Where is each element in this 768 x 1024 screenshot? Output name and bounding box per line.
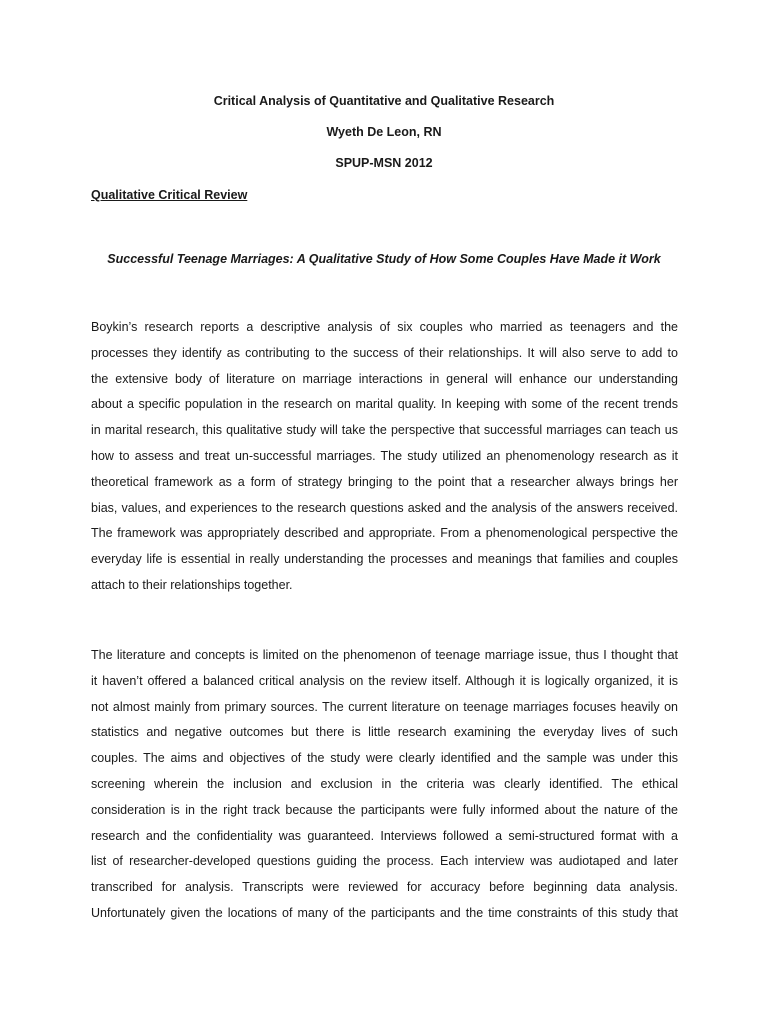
paragraph-line: processes they identify as contributing to the success of their relationships. It will also serve to add to [91, 345, 678, 360]
paragraph-line: attach to their relationships together. [91, 577, 293, 592]
paragraph-line: it haven’t offered a balanced critical analysis on the review itself. Although it is logically organized, it is [91, 673, 678, 688]
paragraph-line: Boykin’s research reports a descriptive analysis of six couples who married as teenagers and the [91, 320, 678, 334]
paragraph-line: not almost mainly from primary sources. The current literature on teenage marriages focuses heavily on [91, 699, 678, 714]
paragraph-line: about a specific population in the research on marital quality. In keeping with some of the recent trends [91, 397, 678, 412]
paragraph-line: consideration is in the right track because the participants were fully informed about the nature of the [91, 802, 678, 817]
paragraph-line: in marital research, this qualitative study will take the perspective that successful marriages can teach us [91, 423, 678, 438]
paragraph-line: list of researcher-developed questions guiding the process. Each interview was audiotaped and later [91, 854, 678, 869]
paragraph-line: the extensive body of literature on marriage interactions in general will enhance our understanding [91, 371, 678, 386]
paragraph-2 [91, 646, 678, 930]
author-name: Wyeth De Leon, RN [326, 125, 442, 139]
paragraph-line: how to assess and treat un-successful marriages. The study utilized an phenomenology research as it [91, 448, 678, 463]
paragraph-line: statistics and negative outcomes but there is little research examining the everyday lives of such [91, 725, 678, 740]
article-title: Successful Teenage Marriages: A Qualitative Study of How Some Couples Have Made it Work [107, 252, 661, 266]
paragraph-line: transcribed for analysis. Transcripts were reviewed for accuracy before beginning data analysis. [91, 880, 678, 895]
paragraph-line: bias, values, and experiences to the research questions asked and the analysis of the answers received. [91, 500, 678, 515]
paragraph-line: research and the confidentiality was guaranteed. Interviews followed a semi-structured format with a [91, 828, 678, 843]
paragraph-line: Unfortunately given the locations of many of the participants and the time constraints of this study that [91, 905, 678, 920]
section-heading: Qualitative Critical Review [91, 188, 248, 202]
document-title: Critical Analysis of Quantitative and Qualitative Research [213, 94, 555, 108]
paragraph-line: couples. The aims and objectives of the study were clearly identified and the sample was under this [91, 751, 678, 766]
paragraph-line: theoretical framework as a form of strategy bringing to the point that a researcher always brings her [91, 474, 678, 489]
paragraph-line: everyday life is essential in really understanding the processes and meanings that families and couples [91, 552, 678, 567]
paragraph-1 [91, 318, 678, 602]
affiliation: SPUP-MSN 2012 [335, 156, 433, 170]
paragraph-line: The literature and concepts is limited on the phenomenon of teenage marriage issue, thus I thought that [91, 648, 678, 662]
paragraph-line: screening wherein the inclusion and exclusion in the criteria was clearly identified. The ethical [91, 776, 678, 791]
paragraph-line: The framework was appropriately described and appropriate. From a phenomenological perspective the [91, 526, 678, 541]
